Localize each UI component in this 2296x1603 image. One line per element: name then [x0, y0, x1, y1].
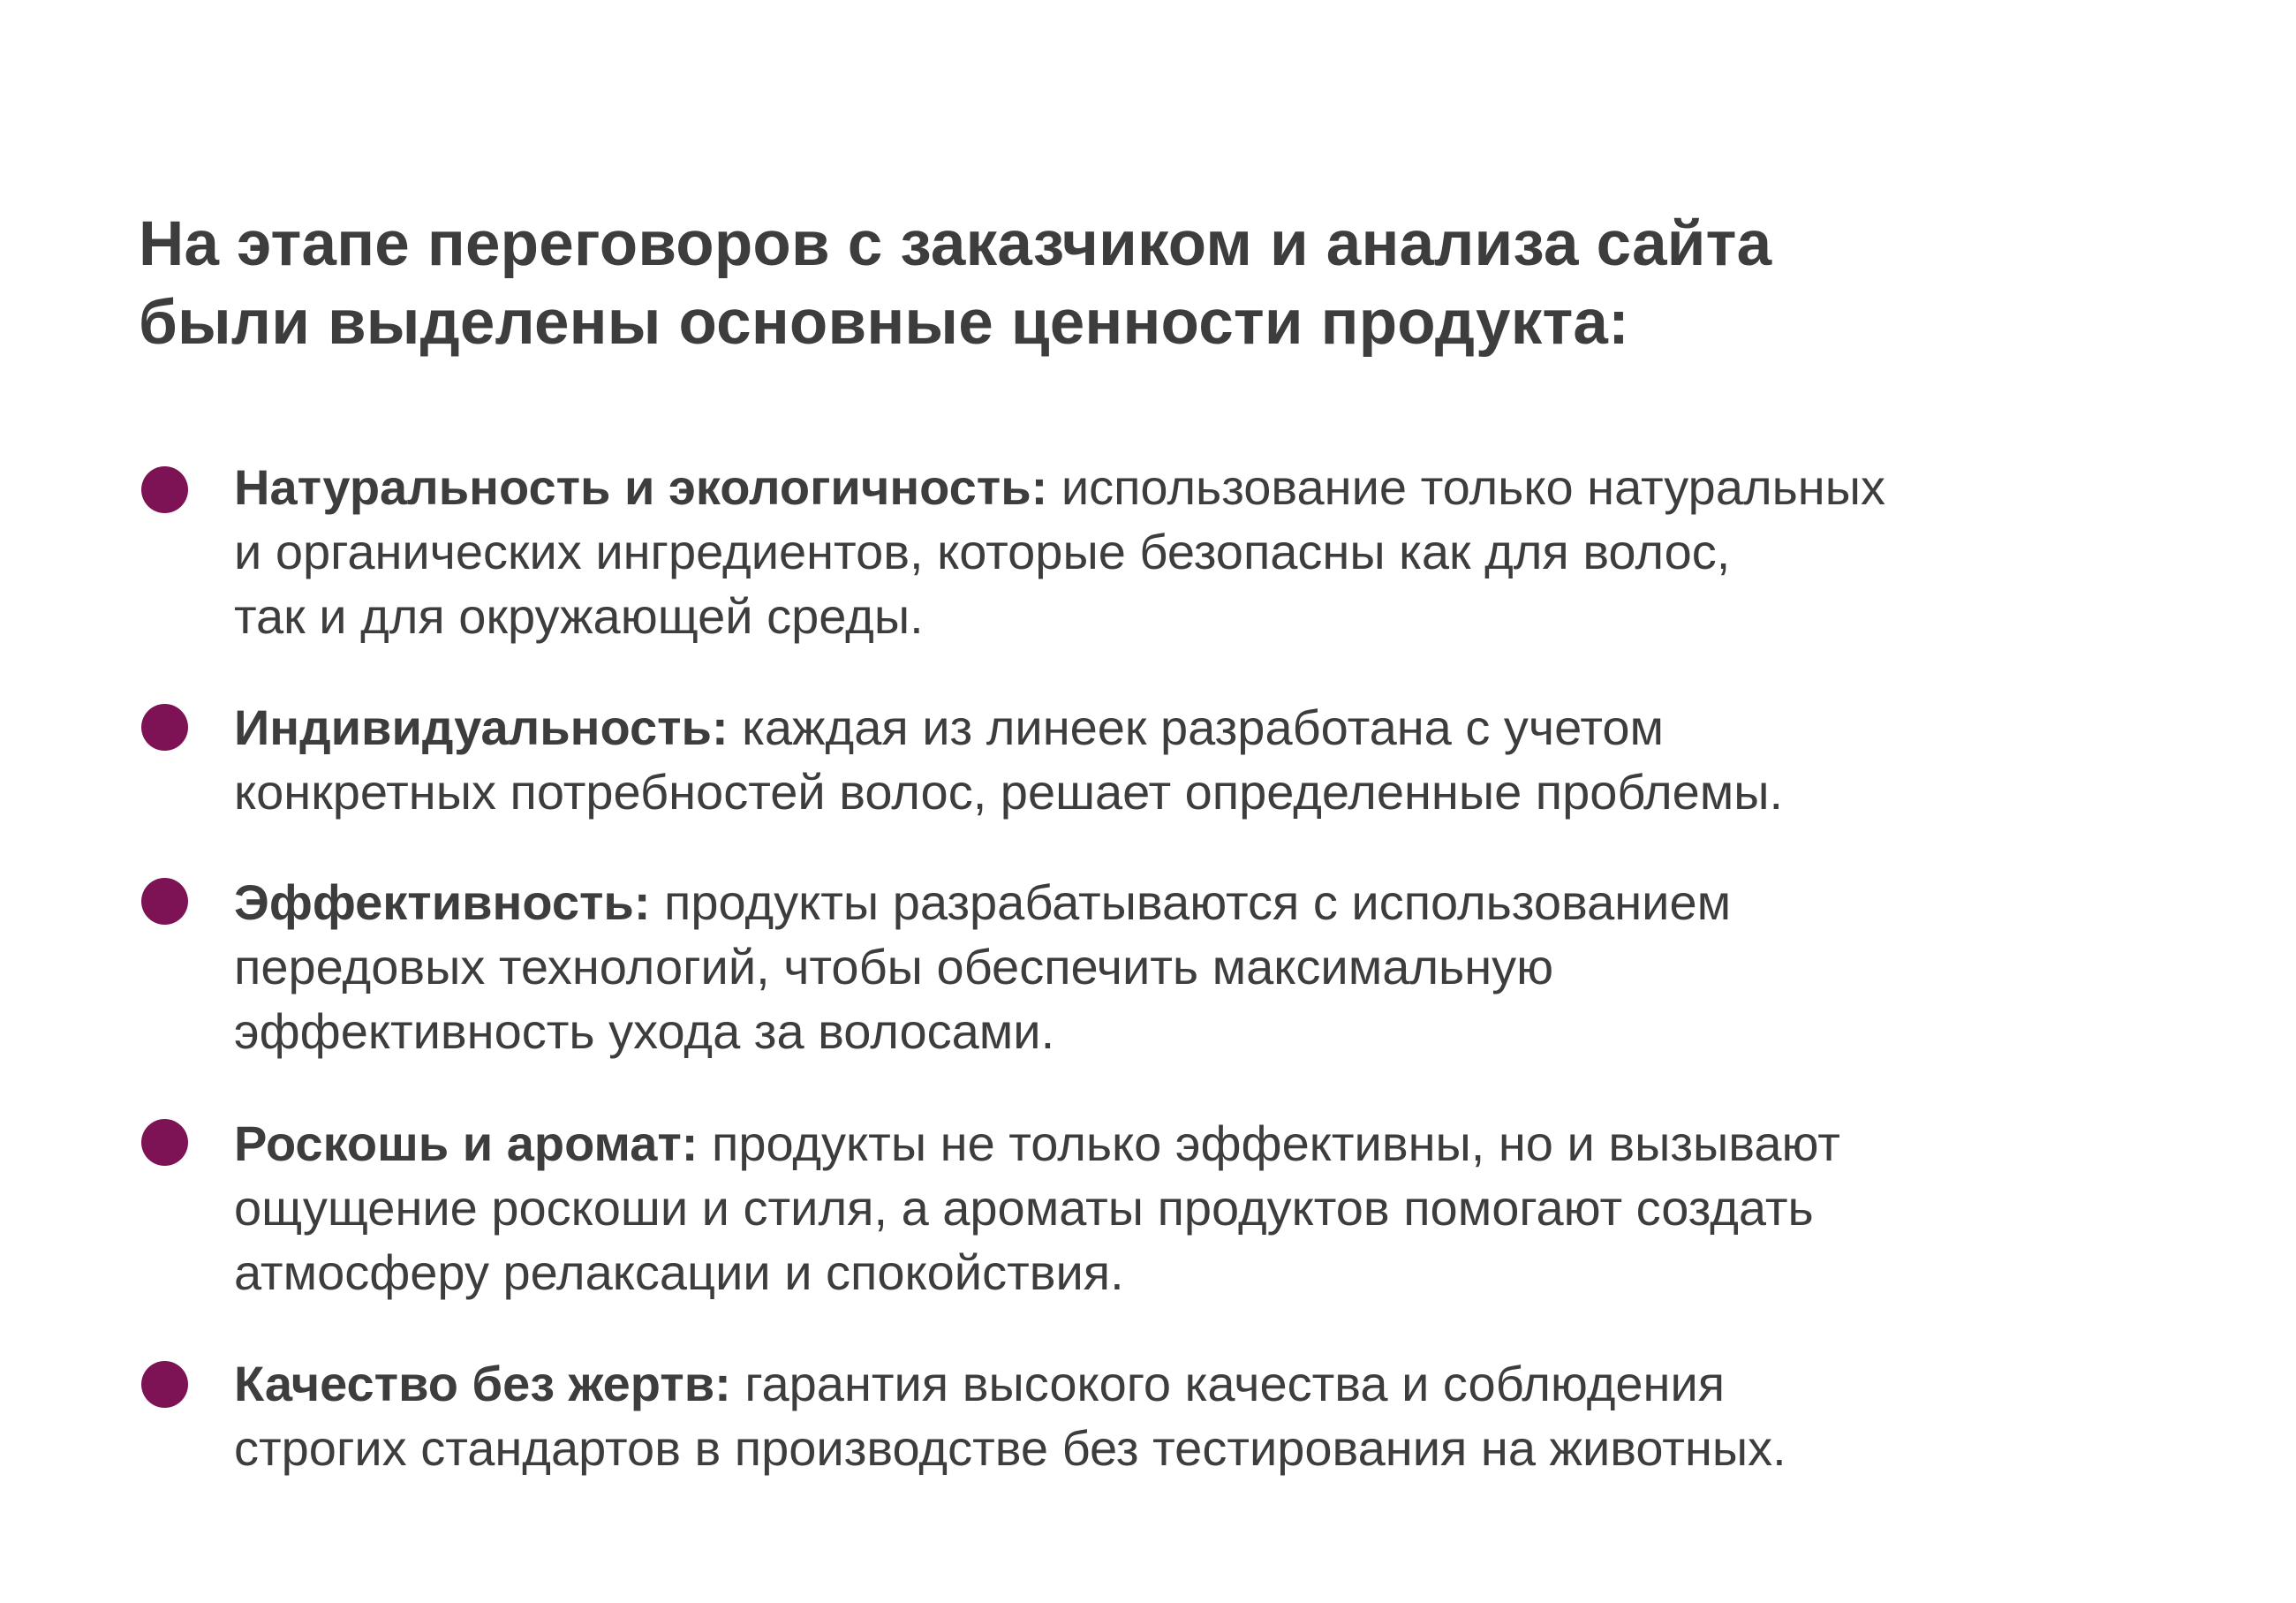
- bullet-dot-icon: [141, 878, 188, 925]
- value-term: Качество без жертв:: [234, 1356, 731, 1411]
- value-term: Роскошь и аромат:: [234, 1115, 699, 1171]
- value-description: продукты разрабатываются с использованием: [650, 874, 1732, 930]
- page-heading: [139, 205, 2081, 362]
- value-term: Индивидуальность:: [234, 699, 729, 755]
- list-item-text: [234, 455, 2177, 648]
- value-term: Эффективность:: [234, 874, 651, 930]
- value-description-line: строгих стандартов в производстве без тестирования на животных.: [234, 1420, 1786, 1476]
- value-description: гарантия высокого качества и соблюдения: [730, 1356, 1726, 1411]
- heading-line: были выделены основные ценности продукта:: [139, 288, 1629, 358]
- list-item-first-line: [234, 455, 2177, 519]
- list-item-text: [234, 870, 2177, 1063]
- value-description-line: и органических ингредиентов, которые безопасны как для волос,: [234, 524, 1731, 579]
- list-item-first-line: [234, 870, 2177, 934]
- value-description-line: эффективность ухода за волосами.: [234, 1003, 1055, 1059]
- value-description-line: конкретных потребностей волос, решает определенные проблемы.: [234, 764, 1784, 820]
- bullet-dot-icon: [141, 1119, 188, 1166]
- value-description: каждая из линеек разработана с учетом: [728, 699, 1665, 755]
- list-item-text: [234, 695, 2177, 824]
- bullet-dot-icon: [141, 1361, 188, 1408]
- list-item-first-line: [234, 1351, 2177, 1416]
- list-item-first-line: [234, 695, 2177, 760]
- list-item-text: [234, 1111, 2177, 1304]
- list-item-first-line: [234, 1111, 2177, 1176]
- value-description-line: атмосферу релаксации и спокойствия.: [234, 1244, 1124, 1300]
- bullet-dot-icon: [141, 466, 188, 513]
- value-description-line: ощущение роскоши и стиля, а ароматы продуктов помогают создать: [234, 1180, 1814, 1236]
- value-description-line: так и для окружающей среды.: [234, 588, 924, 644]
- value-description-line: передовых технологий, чтобы обеспечить максимальную: [234, 939, 1554, 994]
- value-description: использование только натуральных: [1047, 459, 1885, 515]
- value-description: продукты не только эффективны, но и вызывают: [698, 1115, 1840, 1171]
- value-term: Натуральность и экологичность:: [234, 459, 1048, 515]
- heading-line: На этапе переговоров с заказчиком и анализа сайта: [139, 209, 1772, 279]
- list-item-text: [234, 1351, 2177, 1480]
- bullet-dot-icon: [141, 704, 188, 751]
